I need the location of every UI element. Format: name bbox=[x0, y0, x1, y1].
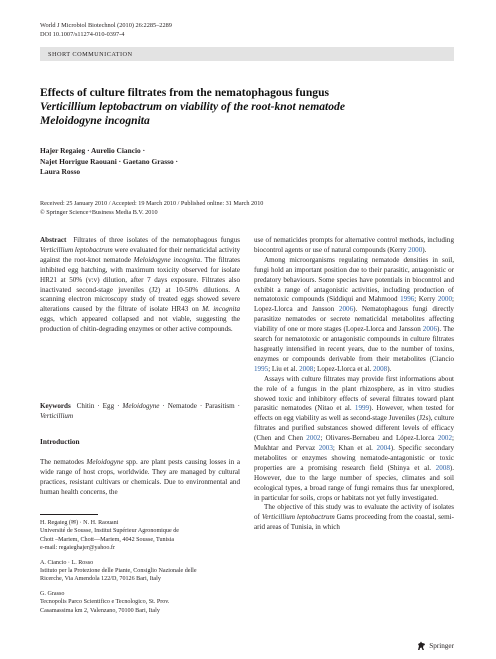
abstract-species-2: Meloidogyne incognita bbox=[133, 255, 201, 264]
title-line-3: Meloidogyne incognita bbox=[40, 114, 150, 127]
reference-link[interactable]: 2002 bbox=[306, 434, 321, 443]
reference-link[interactable]: 1999 bbox=[354, 404, 370, 413]
footnote-rule bbox=[40, 514, 98, 515]
right-column-text bbox=[254, 236, 454, 533]
copyright-line: © Springer Science+Business Media B.V. 2010 bbox=[40, 208, 158, 216]
affiliation-1-line-1: Université de Sousse, Institut Supérieur Agronomique de bbox=[40, 528, 179, 535]
reference-link[interactable]: 2006 bbox=[422, 325, 437, 334]
introduction-heading: Introduction bbox=[40, 437, 80, 446]
text-run: ). The search for nematotoxic or antagonistic compounds in culture filtrates hasgreatly intensified in recent years, due to the number of toxins, enzymes or compounds derivable from their metabolites (Ciancio bbox=[254, 325, 455, 363]
reference-link[interactable]: 2000 bbox=[437, 295, 453, 304]
keyword-verticillium: Verticillium bbox=[40, 411, 74, 420]
text-run: ). bbox=[422, 245, 427, 254]
text-run: Assays with culture filtrates may provide first informations about the role of a fungus in the plant rhizosphere, as in vitro studies showed toxic and inhibitory effects of several filtrates toward plant parasitic nematodes (Nitao et al. bbox=[254, 374, 454, 413]
affiliation-3-line-2: Casamassima km 2, Valenzano, 70100 Bari, Italy bbox=[40, 607, 160, 614]
keywords-text-2: · Nematode · Parasitism · bbox=[162, 402, 241, 410]
text-run: ). However, due to the large number of species, climates and soil ecological types, a broad range of fungi remains thus far unexplored, in particular for soils, crops or habitats not yet fully investigated. bbox=[254, 463, 454, 502]
abstract-species-1: Verticillium leptobactrum bbox=[40, 245, 113, 254]
paragraph-microorganisms bbox=[254, 256, 454, 375]
paragraph-assays bbox=[254, 375, 454, 504]
authors-line-1: Hajer Regaieg · Aurelio Ciancio · bbox=[40, 146, 146, 155]
text-run: ; Lopez-Llorca et al. bbox=[313, 364, 372, 373]
publisher-logo bbox=[417, 641, 454, 651]
text-run: ; Lopez-Llorca and Jansson bbox=[254, 295, 454, 314]
paragraph-continued bbox=[254, 236, 454, 256]
abstract-text-3: . The filtrates inhibited egg hatching, with maximum toxicity observed for isolate HR21 at 50% (v:v) dilution, after 7 days exposure. Filtrates also inactivated second-stage juveniles (J2) at 10-50% dilutions. A scanning electron microscopy study of treated eggs showed severe alterations caused by the filtrate of isolate HR43 on bbox=[40, 255, 241, 314]
keyword-meloidogyne: Meloidogyne bbox=[122, 402, 160, 410]
journal-meta bbox=[40, 22, 172, 39]
reference-link[interactable]: 2006 bbox=[338, 305, 354, 314]
reference-link[interactable]: 2008 bbox=[299, 364, 314, 373]
springer-horse-icon bbox=[417, 641, 426, 651]
reference-link[interactable]: 2008 bbox=[435, 463, 450, 472]
abstract-text-4: eggs, which appeared collapsed and not viable, suggesting the production of chitin-degrading enzymes or other active compounds. bbox=[40, 315, 240, 334]
abstract-label: Abstract bbox=[40, 236, 67, 244]
article-title bbox=[40, 86, 460, 128]
affiliation-group-3 bbox=[40, 590, 245, 615]
section-banner bbox=[40, 47, 454, 61]
reference-link[interactable]: 2008 bbox=[373, 364, 388, 373]
text-run: ). Nematophagous fungi directly parasitize nematodes or secrete nematicidal metabolites affecting viability of one or more stages (Lopez-Llorca and Jansson bbox=[254, 305, 454, 334]
keywords bbox=[40, 402, 240, 422]
section-label: SHORT COMMUNICATION bbox=[48, 50, 133, 58]
text-run: ; Mukhtar and Pervaz bbox=[254, 434, 454, 453]
text-run: ; Olivares-Bernabeu and López-Llorca bbox=[320, 434, 435, 443]
title-line-2: Verticillium leptobactrum on viability of the root-knot nematode bbox=[40, 100, 345, 113]
abstract-text-2: were evaluated for their nematicidal activity against the root-knot nematode bbox=[40, 245, 240, 264]
text-run: ). However, when tested for effects on egg viability as well as second-stage Juveniles (J2s), culture filtrates and purified substances showed different levels of efficacy (Chen and Chen bbox=[254, 404, 454, 443]
doi: DOI 10.1007/s11274-010-0397-4 bbox=[40, 30, 125, 38]
abstract bbox=[40, 236, 240, 335]
affiliations bbox=[40, 519, 245, 621]
affiliation-group-2 bbox=[40, 559, 245, 584]
authors-line-3: Laura Rosso bbox=[40, 167, 81, 177]
paragraph-objective bbox=[254, 503, 454, 533]
introduction-text bbox=[40, 458, 240, 498]
text-run: ; Liu et al. bbox=[268, 364, 298, 373]
text-run: The objective of this study was to evaluate the activity of isolates of bbox=[254, 503, 454, 522]
reference-link[interactable]: 2004 bbox=[376, 444, 391, 453]
abstract-species-3: M. incognita bbox=[202, 305, 240, 314]
text-run: ; Khan et al. bbox=[332, 444, 373, 453]
text-run: ; Kerry bbox=[414, 295, 436, 304]
affiliation-1-line-2: Chott –Mariem, Chott—Mariem, 4042 Sousse, Tunisia bbox=[40, 536, 175, 543]
intro-species: Meloidogyne bbox=[86, 458, 124, 466]
keywords-label: Keywords bbox=[40, 402, 71, 410]
affiliation-1-names: H. Regaieg (✉) · N. H. Raouani bbox=[40, 520, 119, 526]
affiliation-2-line-2: Ricerche, Via Amendola 122/D, 70126 Bari, Italy bbox=[40, 576, 161, 583]
received-line: Received: 25 January 2010 / Accepted: 19 March 2010 / Published online: 31 March 2010 bbox=[40, 200, 264, 207]
reference-link[interactable]: 1995 bbox=[254, 364, 269, 373]
publisher-name: Springer bbox=[429, 642, 454, 650]
reference-link[interactable]: 2003 bbox=[318, 444, 333, 453]
authors-line-2: Najet Horrigue Raouani · Gaetano Grasso · bbox=[40, 156, 178, 166]
text-run: Gams proceeding from the coastal, semi-arid areas of Tunisia, in which bbox=[254, 513, 454, 532]
affiliation-1-email[interactable]: e-mail: regaieghajer@yahoo.fr bbox=[40, 545, 115, 552]
text-run: ). bbox=[387, 364, 392, 373]
affiliation-2-names: A. Ciancio · L. Rosso bbox=[40, 559, 94, 566]
publication-dates bbox=[40, 200, 360, 217]
affiliation-3-line-1: Tecnopolis Parco Scientifico e Tecnologico, St. Prov. bbox=[40, 599, 170, 606]
title-line-1: Effects of culture filtrates from the nematophagous fungus bbox=[40, 86, 330, 99]
author-list bbox=[40, 146, 340, 178]
text-run: Among microorganisms regulating nematode densities in soil, fungi hold an important position due to their parasitic, antagonistic or predatory behaviours. Some species have potentials in biocontrol and exhibit a range of antagonistic activities, including production of nematotoxic compounds (Siddiqui and Mahmood bbox=[254, 255, 454, 304]
affiliation-2-line-1: Istituto per la Protezione delle Piante, Consiglio Nazionale delle bbox=[40, 568, 197, 575]
text-run: ). Specific secondary metabolites or enzymes showing nematode-antagonistic or toxic properties are a promising research field (Shinya et al. bbox=[254, 444, 454, 472]
intro-text-start: The nematodes bbox=[40, 458, 84, 466]
reference-link[interactable]: 2002 bbox=[437, 434, 453, 443]
keywords-text-1: Chitin · Egg · bbox=[76, 402, 120, 410]
reference-link[interactable]: 2000 bbox=[408, 245, 423, 254]
text-run: use of nematicides prompts for alternative control methods, including biocontrol agents or use of natural compounds (Kerry bbox=[254, 236, 454, 254]
species-name: Verticillium leptobactrum bbox=[261, 513, 335, 522]
reference-link[interactable]: 1996 bbox=[400, 295, 415, 304]
intro-text-rest: spp. are plant pests causing losses in a wide range of host crops, worldwide. They are managed by cultural practices, resistant cultivars or chemicals. Due to environmental and human health concerns, the bbox=[40, 458, 241, 496]
affiliation-3-names: G. Grasso bbox=[40, 590, 65, 597]
journal-citation: World J Microbiol Biotechnol (2010) 26:2285–2289 bbox=[40, 22, 172, 29]
abstract-text-1: Filtrates of three isolates of the nematophagous fungus bbox=[73, 236, 241, 244]
affiliation-group-1 bbox=[40, 519, 245, 553]
